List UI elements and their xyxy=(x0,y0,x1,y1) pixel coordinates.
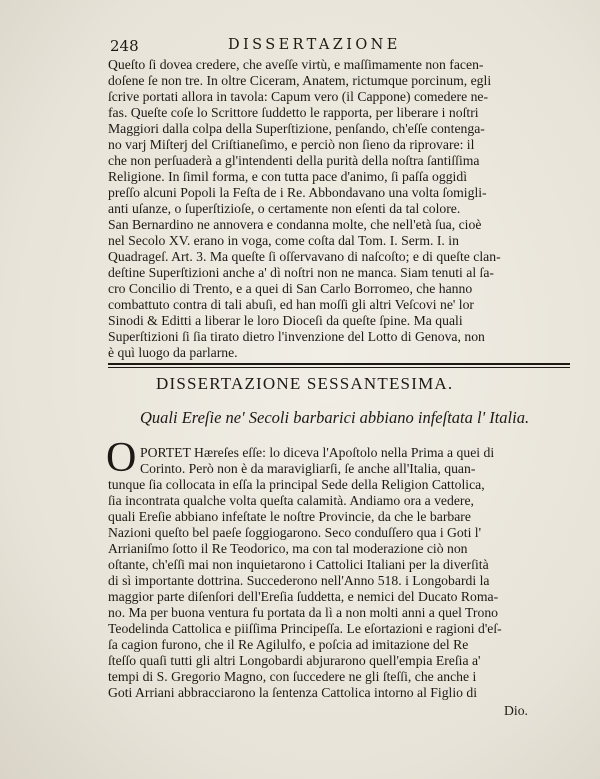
text-line: nel Secolo XV. erano in voga, come coſta dal Tom. I. Serm. I. in xyxy=(108,233,459,248)
running-title: DISSERTAZIONE xyxy=(228,37,401,53)
text-line: no. Ma per buona ventura fu portata da lì a non molti anni a quel Trono xyxy=(108,605,499,620)
text-line: è quì luogo da parlarne. xyxy=(108,345,238,360)
drop-cap: O xyxy=(106,435,137,481)
text-line: Superſtizioni ſi ſia tirato dietro l'invenzione del Lotto di Genova, non xyxy=(108,329,485,344)
text-line: Corinto. Però non è da maravigliarſi, ſe anche all'Italia, quan- xyxy=(140,461,476,476)
section-rule-thin xyxy=(108,367,570,368)
text-line: Nazioni queſto bel paeſe ſoggiogarono. Seco conduſſero qua i Goti l' xyxy=(108,525,482,540)
text-line: Maggiori dalla colpa della Superſtizione, penſando, ch'eſſe contenga- xyxy=(108,121,485,136)
text-line: di sì importante dottrina. Succederono nell'Anno 518. i Longobardi la xyxy=(108,573,490,588)
text-line: deſtine Superſtizioni anche a' dì noſtri non ne manca. Siam tenuti al ſa- xyxy=(108,265,494,280)
text-line: ſa cagion furono, che il Re Agilulfo, e poſcia ad imitazione del Re xyxy=(108,637,469,652)
text-line: PORTET Hæreſes eſſe: lo diceva l'Apoſtolo nella Prima a quei di xyxy=(140,445,495,460)
text-line: Sinodi & Editti a liberar le loro Dioceſi da queſte ſpine. Ma quali xyxy=(108,313,463,328)
text-line: Goti Arriani abbracciarono la ſentenza Cattolica intorno al Figlio di xyxy=(108,685,478,700)
text-line: Arrianiſmo ſotto il Re Teodorico, ma con tal moderazione ciò non xyxy=(108,541,468,556)
text-line: oſtante, ch'eſſi mai non inquietarono i Cattolici Italiani per la diverſità xyxy=(108,557,489,572)
text-line: anti uſanze, o ſuperſtizioſe, o certamente non eſenti da tal colore. xyxy=(108,201,461,216)
text-line: fas. Queſte coſe lo Scrittore ſuddetto le rapporta, per liberare i noſtri xyxy=(108,105,479,120)
text-line: tempi di S. Gregorio Magno, con ſuccedere ne gli ſteſſi, che anche i xyxy=(108,669,477,684)
text-line: San Bernardino ne annovera e condanna molte, che nell'età ſua, cioè xyxy=(108,217,482,232)
page-number: 248 xyxy=(110,37,139,55)
text-line: quali Ereſie abbiano infeſtate le noſtre Provincie, da che le barbare xyxy=(108,509,471,524)
text-line: doſene ſe non tre. In oltre Ciceram, Anatem, rictumque porcinum, egli xyxy=(108,73,492,88)
section-subtitle: Quali Ereſie ne' Secoli barbarici abbiano infeſtata l' Italia. xyxy=(140,408,530,427)
text-line: Teodelinda Cattolica e piiſſima Principeſſa. Le eſortazioni e ragioni d'eſ- xyxy=(108,621,502,636)
text-line: tunque ſia collocata in eſſa la principal Sede della Religion Cattolica, xyxy=(108,477,485,492)
text-line: preſſo alcuni Popoli la Feſta de i Re. Abbondavano una volta ſomigli- xyxy=(108,185,487,200)
text-line: combattuto contra di tali abuſi, ed han moſſi gli altri Veſcovi ne' lor xyxy=(108,297,474,312)
text-line: ſcrive portati allora in tavola: Capum vero (il Cappone) comedere ne- xyxy=(108,89,489,104)
page-header xyxy=(110,37,560,57)
text-line: ſia incontrata qualche volta queſta calamità. Andiamo ora a vedere, xyxy=(108,493,474,508)
section-title: DISSERTAZIONE SESSANTESIMA. xyxy=(156,374,454,393)
section-rule xyxy=(108,363,570,365)
text-line: maggior parte diſenſori dell'Ereſia ſuddetta, e nemici del Ducato Roma- xyxy=(108,589,499,604)
text-line: Religione. In ſimil forma, e con tutta pace d'animo, ſi paſſa oggidì xyxy=(108,169,468,184)
text-line: ſteſſo quaſi tutti gli altri Longobardi abjurarono quell'empia Ereſia a' xyxy=(108,653,481,668)
text-line: che non perſuaderà a gl'intendenti della purità della noſtra ſantiſſima xyxy=(108,153,480,168)
text-line: Quadrageſ. Art. 3. Ma queſte ſi oſſervavano di naſcoſto; e di queſte clan- xyxy=(108,249,501,264)
text-line: no varj Miſterj del Criſtianeſimo, e perciò non ſieno da riprovare: il xyxy=(108,137,475,152)
catchword: Dio. xyxy=(504,703,528,718)
text-line: cro Concilio di Trento, e a quei di San Carlo Borromeo, che hanno xyxy=(108,281,473,296)
text-line: Queſto ſi dovea credere, che aveſſe virtù, e maſſimamente non facen- xyxy=(108,57,484,72)
